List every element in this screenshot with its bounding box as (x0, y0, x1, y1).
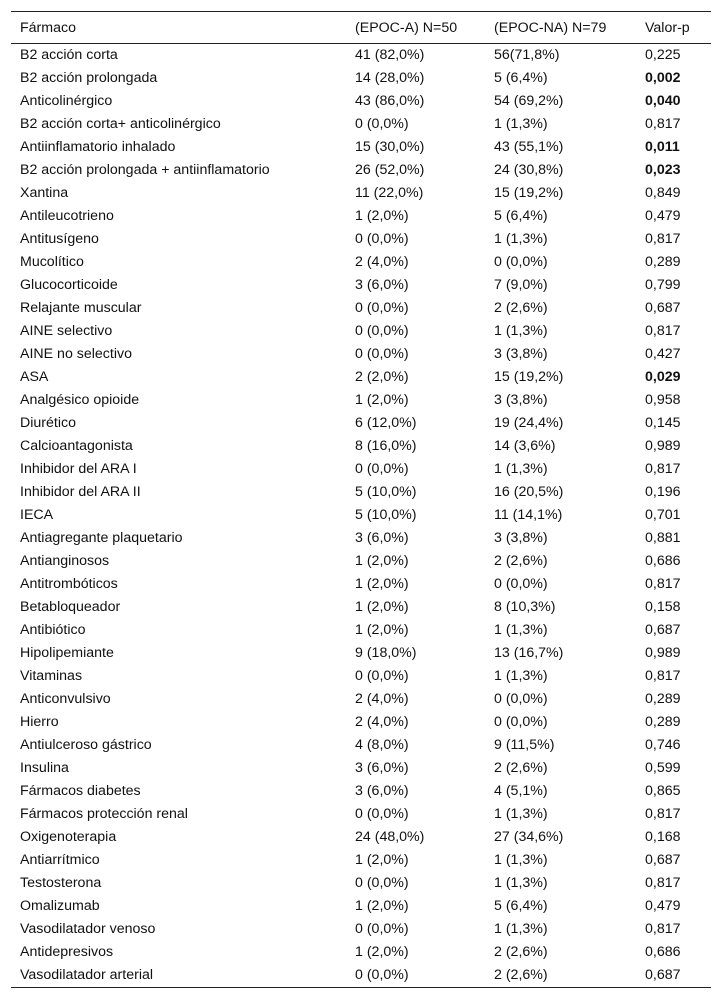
cell-drug: Vasodilatador venoso (20, 921, 156, 937)
cell-epoc-na: 1 (1,3%) (494, 116, 548, 132)
cell-epoc-na: 1 (1,3%) (494, 323, 548, 339)
cell-epoc-na: 4 (5,1%) (494, 783, 548, 799)
cell-epoc-na: 2 (2,6%) (494, 300, 548, 316)
cell-epoc-na: 2 (2,6%) (494, 553, 548, 569)
cell-epoc-na: 19 (24,4%) (494, 415, 564, 431)
table-row (11, 688, 711, 711)
medication-comparison-table (11, 11, 711, 988)
table-row (11, 274, 711, 297)
cell-epoc-a: 1 (2,0%) (355, 392, 409, 408)
cell-p-value: 0,158 (645, 599, 681, 615)
cell-epoc-na: 3 (3,8%) (494, 346, 548, 362)
cell-p-value: 0,746 (645, 737, 681, 753)
cell-p-value: 0,686 (645, 553, 681, 569)
cell-epoc-a: 0 (0,0%) (355, 116, 409, 132)
cell-epoc-na: 1 (1,3%) (494, 231, 548, 247)
cell-drug: ASA (20, 369, 49, 385)
cell-p-value: 0,011 (645, 139, 680, 155)
cell-p-value: 0,225 (645, 47, 681, 63)
cell-epoc-na: 2 (2,6%) (494, 760, 548, 776)
cell-drug: Antiarrítmico (20, 852, 100, 868)
cell-epoc-a: 3 (6,0%) (355, 783, 409, 799)
cell-p-value: 0,817 (645, 576, 681, 592)
cell-drug: Diurético (20, 415, 76, 431)
cell-p-value: 0,817 (645, 921, 681, 937)
cell-epoc-na: 0 (0,0%) (494, 714, 548, 730)
cell-p-value: 0,029 (645, 369, 681, 385)
table-row (11, 113, 711, 136)
header-row (11, 12, 711, 44)
cell-epoc-na: 43 (55,1%) (494, 139, 564, 155)
cell-epoc-na: 0 (0,0%) (494, 691, 548, 707)
cell-epoc-na: 1 (1,3%) (494, 852, 548, 868)
cell-p-value: 0,479 (645, 208, 681, 224)
cell-epoc-a: 0 (0,0%) (355, 323, 409, 339)
cell-epoc-na: 3 (3,8%) (494, 392, 548, 408)
cell-epoc-na: 1 (1,3%) (494, 668, 548, 684)
cell-p-value: 0,479 (645, 898, 681, 914)
table-row (11, 527, 711, 550)
cell-drug: Xantina (20, 185, 69, 201)
cell-epoc-a: 0 (0,0%) (355, 668, 409, 684)
table-row (11, 320, 711, 343)
cell-epoc-a: 6 (12,0%) (355, 415, 417, 431)
cell-epoc-a: 0 (0,0%) (346, 964, 485, 988)
medication-table-container (11, 11, 711, 988)
table-row (11, 389, 711, 412)
cell-epoc-na: 56(71,8%) (494, 47, 560, 63)
cell-epoc-a: 0 (0,0%) (355, 231, 409, 247)
table-row (11, 435, 711, 458)
cell-drug: Antianginosos (20, 553, 110, 569)
cell-p-value: 0,196 (645, 484, 681, 500)
cell-p-value: 0,002 (645, 70, 681, 86)
cell-drug: Fármacos protección renal (20, 806, 188, 822)
header-epoc-na: (EPOC-NA) N=79 (485, 12, 636, 44)
cell-epoc-na: 16 (20,5%) (494, 484, 564, 500)
cell-drug: Analgésico opioide (20, 392, 140, 408)
cell-drug: Antitusígeno (20, 231, 99, 247)
header-drug: Fármaco (11, 12, 346, 44)
cell-drug: Antidepresivos (20, 944, 114, 960)
cell-epoc-a: 9 (18,0%) (355, 645, 417, 661)
cell-drug: Vasodilatador arterial (11, 964, 346, 988)
cell-drug: Anticonvulsivo (20, 691, 111, 707)
cell-drug: Inhibidor del ARA I (20, 461, 137, 477)
cell-p-value: 0,799 (645, 277, 681, 293)
cell-drug: B2 acción corta+ anticolinérgico (20, 116, 221, 132)
cell-epoc-a: 1 (2,0%) (355, 852, 409, 868)
table-row (11, 711, 711, 734)
cell-drug: Calcioantagonista (20, 438, 133, 454)
cell-drug: Hipolipemiante (20, 645, 114, 661)
cell-p-value: 0,817 (645, 806, 681, 822)
table-row (11, 780, 711, 803)
cell-p-value: 0,040 (645, 93, 681, 109)
cell-epoc-na: 1 (1,3%) (494, 622, 548, 638)
cell-p-value: 0,289 (645, 691, 681, 707)
cell-p-value: 0,686 (645, 944, 681, 960)
cell-p-value: 0,989 (645, 438, 681, 454)
cell-epoc-na: 15 (19,2%) (494, 185, 564, 201)
cell-p-value: 0,817 (645, 875, 681, 891)
cell-drug: Antibiótico (20, 622, 86, 638)
cell-epoc-na: 24 (30,8%) (494, 162, 564, 178)
table-row (11, 136, 711, 159)
table-row (11, 573, 711, 596)
cell-drug: Oxigenoterapia (20, 829, 117, 845)
cell-drug: Antiulceroso gástrico (20, 737, 152, 753)
cell-drug: Anticolinérgico (20, 93, 113, 109)
cell-drug: Hierro (20, 714, 59, 730)
cell-drug: B2 acción corta (20, 47, 118, 63)
table-row (11, 205, 711, 228)
cell-epoc-a: 43 (86,0%) (355, 93, 425, 109)
cell-p-value: 0,168 (645, 829, 681, 845)
cell-p-value: 0,687 (636, 964, 711, 988)
cell-epoc-na: 7 (9,0%) (494, 277, 548, 293)
cell-epoc-a: 0 (0,0%) (355, 921, 409, 937)
cell-drug: Antiinflamatorio inhalado (20, 139, 176, 155)
cell-epoc-a: 0 (0,0%) (355, 300, 409, 316)
table-row (11, 895, 711, 918)
cell-epoc-a: 26 (52,0%) (355, 162, 425, 178)
cell-epoc-a: 1 (2,0%) (355, 599, 409, 615)
table-row (11, 343, 711, 366)
cell-epoc-a: 3 (6,0%) (355, 277, 409, 293)
cell-p-value: 0,687 (645, 300, 681, 316)
cell-p-value: 0,989 (645, 645, 681, 661)
table-row (11, 90, 711, 113)
cell-drug: Vitaminas (20, 668, 83, 684)
table-row (11, 458, 711, 481)
table-row (11, 642, 711, 665)
cell-epoc-a: 2 (4,0%) (355, 714, 409, 730)
cell-drug: Insulina (20, 760, 69, 776)
cell-p-value: 0,599 (645, 760, 681, 776)
cell-epoc-na: 54 (69,2%) (494, 93, 564, 109)
cell-p-value: 0,687 (645, 622, 681, 638)
cell-epoc-a: 15 (30,0%) (355, 139, 425, 155)
cell-epoc-na: 5 (6,4%) (494, 70, 548, 86)
cell-epoc-na: 2 (2,6%) (494, 944, 548, 960)
cell-p-value: 0,289 (645, 254, 681, 270)
table-row (11, 182, 711, 205)
table-row (11, 44, 711, 68)
table-row (11, 619, 711, 642)
header-p-value: Valor-p (636, 12, 711, 44)
cell-epoc-a: 5 (10,0%) (355, 484, 417, 500)
cell-p-value: 0,817 (645, 231, 681, 247)
cell-epoc-a: 4 (8,0%) (355, 737, 409, 753)
cell-p-value: 0,817 (645, 323, 681, 339)
table-body (11, 44, 711, 988)
cell-drug: Glucocorticoide (20, 277, 118, 293)
cell-epoc-a: 3 (6,0%) (355, 530, 409, 546)
table-row (11, 757, 711, 780)
table-row (11, 251, 711, 274)
table-row (11, 941, 711, 964)
cell-p-value: 0,701 (645, 507, 681, 523)
cell-p-value: 0,817 (645, 461, 681, 477)
cell-epoc-a: 5 (10,0%) (355, 507, 417, 523)
cell-p-value: 0,023 (645, 162, 681, 178)
table-row (11, 550, 711, 573)
cell-drug: Testosterona (20, 875, 102, 891)
cell-epoc-a: 2 (4,0%) (355, 691, 409, 707)
table-row (11, 872, 711, 895)
table-row (11, 67, 711, 90)
table-row (11, 665, 711, 688)
cell-drug: Betabloqueador (20, 599, 121, 615)
cell-epoc-a: 1 (2,0%) (355, 622, 409, 638)
cell-epoc-a: 2 (4,0%) (355, 254, 409, 270)
cell-p-value: 0,881 (645, 530, 681, 546)
cell-epoc-na: 8 (10,3%) (494, 599, 556, 615)
cell-p-value: 0,427 (645, 346, 681, 362)
table-row (11, 964, 711, 988)
table-row (11, 481, 711, 504)
cell-epoc-a: 1 (2,0%) (355, 208, 409, 224)
cell-epoc-a: 0 (0,0%) (355, 346, 409, 362)
cell-epoc-na: 11 (14,1%) (494, 507, 563, 523)
table-row (11, 412, 711, 435)
cell-epoc-na: 1 (1,3%) (494, 806, 548, 822)
table-row (11, 159, 711, 182)
cell-epoc-na: 27 (34,6%) (494, 829, 564, 845)
cell-epoc-a: 41 (82,0%) (355, 47, 425, 63)
cell-p-value: 0,687 (645, 852, 681, 868)
table-row (11, 504, 711, 527)
cell-drug: Mucolítico (20, 254, 84, 270)
cell-p-value: 0,289 (645, 714, 681, 730)
cell-epoc-a: 8 (16,0%) (355, 438, 417, 454)
cell-epoc-a: 0 (0,0%) (355, 875, 409, 891)
cell-epoc-na: 5 (6,4%) (494, 208, 548, 224)
cell-p-value: 0,145 (645, 415, 681, 431)
cell-epoc-na: 0 (0,0%) (494, 576, 548, 592)
cell-epoc-na: 1 (1,3%) (494, 921, 548, 937)
cell-epoc-a: 1 (2,0%) (355, 576, 409, 592)
cell-drug: Antileucotrieno (20, 208, 114, 224)
cell-drug: Relajante muscular (20, 300, 142, 316)
table-row (11, 297, 711, 320)
cell-epoc-a: 3 (6,0%) (355, 760, 409, 776)
cell-epoc-na: 3 (3,8%) (494, 530, 548, 546)
table-header (11, 12, 711, 44)
cell-epoc-na: 1 (1,3%) (494, 875, 548, 891)
table-row (11, 849, 711, 872)
cell-drug: Omalizumab (20, 898, 100, 914)
table-row (11, 366, 711, 389)
cell-drug: Inhibidor del ARA II (20, 484, 141, 500)
cell-p-value: 0,817 (645, 668, 681, 684)
cell-epoc-a: 14 (28,0%) (355, 70, 425, 86)
cell-epoc-na: 14 (3,6%) (494, 438, 556, 454)
cell-epoc-na: 2 (2,6%) (485, 964, 636, 988)
cell-epoc-na: 5 (6,4%) (494, 898, 548, 914)
table-row (11, 596, 711, 619)
cell-epoc-a: 24 (48,0%) (355, 829, 425, 845)
cell-epoc-na: 15 (19,2%) (494, 369, 564, 385)
cell-epoc-a: 2 (2,0%) (355, 369, 409, 385)
cell-epoc-a: 11 (22,0%) (355, 185, 424, 201)
cell-drug: Antiagregante plaquetario (20, 530, 183, 546)
table-row (11, 918, 711, 941)
cell-epoc-a: 0 (0,0%) (355, 461, 409, 477)
cell-epoc-a: 0 (0,0%) (355, 806, 409, 822)
cell-p-value: 0,817 (645, 116, 681, 132)
cell-epoc-na: 9 (11,5%) (494, 737, 555, 753)
cell-epoc-a: 1 (2,0%) (355, 944, 409, 960)
cell-p-value: 0,849 (645, 185, 681, 201)
cell-epoc-a: 1 (2,0%) (355, 553, 409, 569)
cell-p-value: 0,865 (645, 783, 681, 799)
cell-p-value: 0,958 (645, 392, 681, 408)
table-row (11, 228, 711, 251)
cell-drug: Fármacos diabetes (20, 783, 141, 799)
table-row (11, 734, 711, 757)
table-row (11, 803, 711, 826)
cell-drug: IECA (20, 507, 54, 523)
cell-drug: AINE no selectivo (20, 346, 132, 362)
cell-epoc-a: 1 (2,0%) (355, 898, 409, 914)
cell-drug: B2 acción prolongada + antiinflamatorio (20, 162, 270, 178)
cell-drug: B2 acción prolongada (20, 70, 158, 86)
cell-epoc-na: 0 (0,0%) (494, 254, 548, 270)
header-epoc-a: (EPOC-A) N=50 (346, 12, 485, 44)
cell-epoc-na: 13 (16,7%) (494, 645, 564, 661)
cell-drug: Antitrombóticos (20, 576, 118, 592)
cell-epoc-na: 1 (1,3%) (494, 461, 548, 477)
cell-drug: AINE selectivo (20, 323, 113, 339)
table-row (11, 826, 711, 849)
